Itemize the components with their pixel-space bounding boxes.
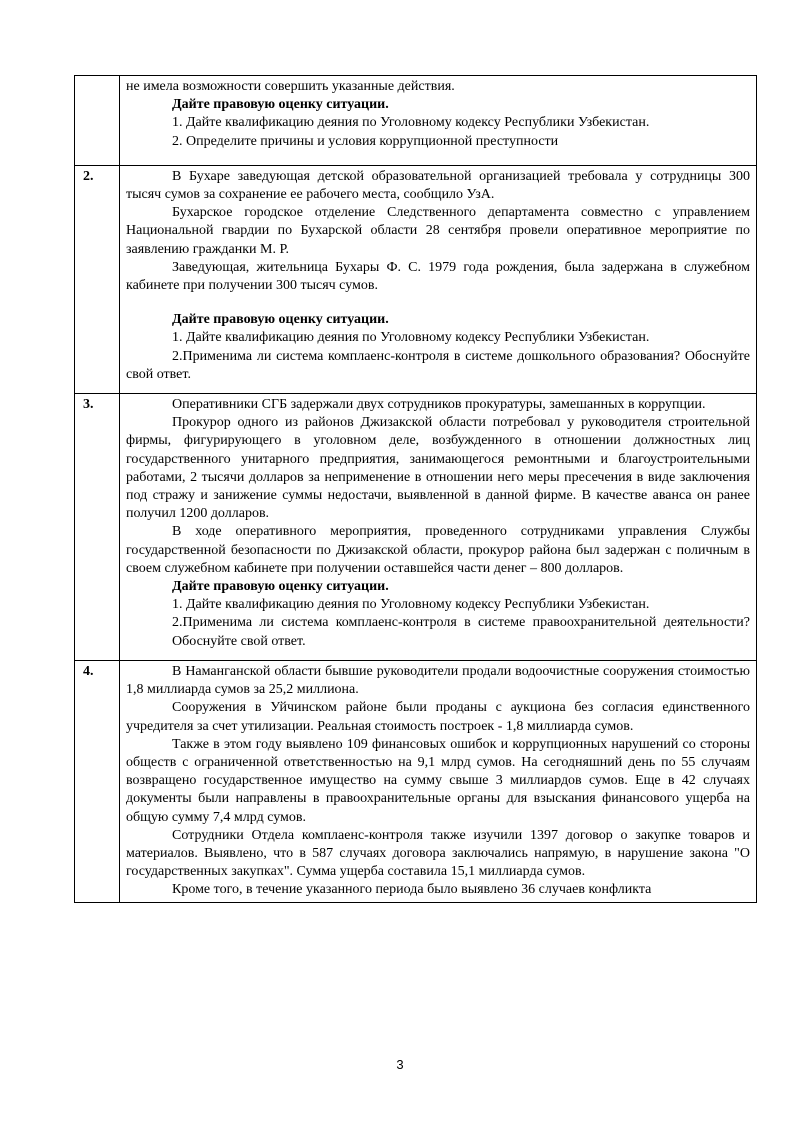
question: 1. Дайте квалификацию деяния по Уголовному кодексу Республики Узбекистан.: [172, 597, 650, 613]
case-text: [120, 165, 757, 393]
question: 1. Дайте квалификацию деяния по Уголовному кодексу Республики Узбекистан.: [172, 330, 650, 346]
table-row: [75, 165, 757, 393]
task-heading: Дайте правовую оценку ситуации.: [172, 97, 389, 113]
question: 2. Определите причины и условия коррупционной преступности: [172, 133, 559, 149]
paragraph: Сооружения в Уйчинском районе были проданы с аукциона без согласия единственного учредителя за счет утилизации. Реальная стоимость построек - 1,8 миллиарда сумов.: [126, 700, 750, 734]
paragraph: Бухарское городское отделение Следственного департамента совместно с управлением Национальной гвардии по Бухарской области 28 сентября провели оперативное мероприятие по заявлению гражданки М. Р.: [126, 205, 750, 257]
paragraph: Прокурор одного из районов Джизакской области потребовал у руководителя строительной фирмы, фигурирующего в уголовном деле, возбужденного в отношении должностных лиц государственного унитарного предприятия, занимающегося ремонтными и благоустроительными работами, 2 тысячи долларов за неприменение в отношении него меры пресечения в виде заключения под стражу и занижение суммы недостачи, выявленной в данной фирме. В качестве аванса он ранее получил 1200 долларов.: [126, 415, 750, 522]
paragraph: В Наманганской области бывшие руководители продали водоочистные сооружения стоимостью 1,8 миллиарда сумов за 25,2 миллиона.: [126, 663, 750, 698]
paragraph: Также в этом году выявлено 109 финансовых ошибок и коррупционных нарушений со стороны обществ с ограниченной ответственностью на 9,1 млрд сумов. На сегодняшний день по 55 случаям возвращено государственное имущество на сумму свыше 3 миллиардов сумов. Еще в 42 случаях документы были направлены в правоохранительные органы для взыскания финансового ущерба на общую сумму 7,4 млрд сумов.: [126, 736, 750, 825]
case-number: 2.: [75, 165, 120, 393]
paragraph: В Бухаре заведующая детской образовательной организацией требовала у сотрудницы 300 тысяч сумов за сохранение ее рабочего места, сообщило УзА.: [126, 168, 750, 203]
question: 2.Применима ли система комплаенс-контроля в системе правоохранительной деятельности? Обоснуйте свой ответ.: [172, 615, 750, 649]
case-text: [120, 76, 757, 166]
page-number: 3: [396, 1057, 404, 1072]
case-number: [75, 76, 120, 166]
case-table: [74, 75, 757, 903]
case-text: [120, 660, 757, 902]
paragraph: Кроме того, в течение указанного периода было выявлено 36 случаев конфликта: [172, 882, 652, 898]
table-row: [75, 394, 757, 661]
question: 1. Дайте квалификацию деяния по Уголовному кодексу Республики Узбекистан.: [172, 115, 650, 131]
case-number: 3.: [75, 394, 120, 661]
question: 2.Применима ли система комплаенс-контроля в системе дошкольного образования? Обоснуйте свой ответ.: [126, 348, 750, 382]
paragraph: Заведующая, жительница Бухары Ф. С. 1979 года рождения, была задержана в служебном кабинете при получении 300 тысяч сумов.: [126, 259, 750, 294]
table-row: [75, 76, 757, 166]
paragraph: Сотрудники Отдела комплаенс-контроля также изучили 1397 договор о закупке товаров и материалов. Выявлено, что в 587 случаях договора заключались напрямую, в нарушение закона "О государственных закупках". Сумма ущерба составила 15,1 миллиарда сумов.: [126, 827, 750, 880]
paragraph: Оперативники СГБ задержали двух сотрудников прокуратуры, замешанных в коррупции.: [172, 397, 706, 413]
case-number: 4.: [75, 660, 120, 902]
table-row: [75, 660, 757, 902]
paragraph: В ходе оперативного мероприятия, проведенного сотрудниками управления Службы государственной безопасности по Джизакской области, прокурор района был задержан с поличным в своем служебном кабинете при получении оставшейся части денег – 800 долларов.: [126, 524, 750, 576]
case-text: [120, 394, 757, 661]
paragraph: не имела возможности совершить указанные действия.: [126, 79, 455, 94]
task-heading: Дайте правовую оценку ситуации.: [172, 312, 389, 328]
task-heading: Дайте правовую оценку ситуации.: [172, 579, 389, 595]
